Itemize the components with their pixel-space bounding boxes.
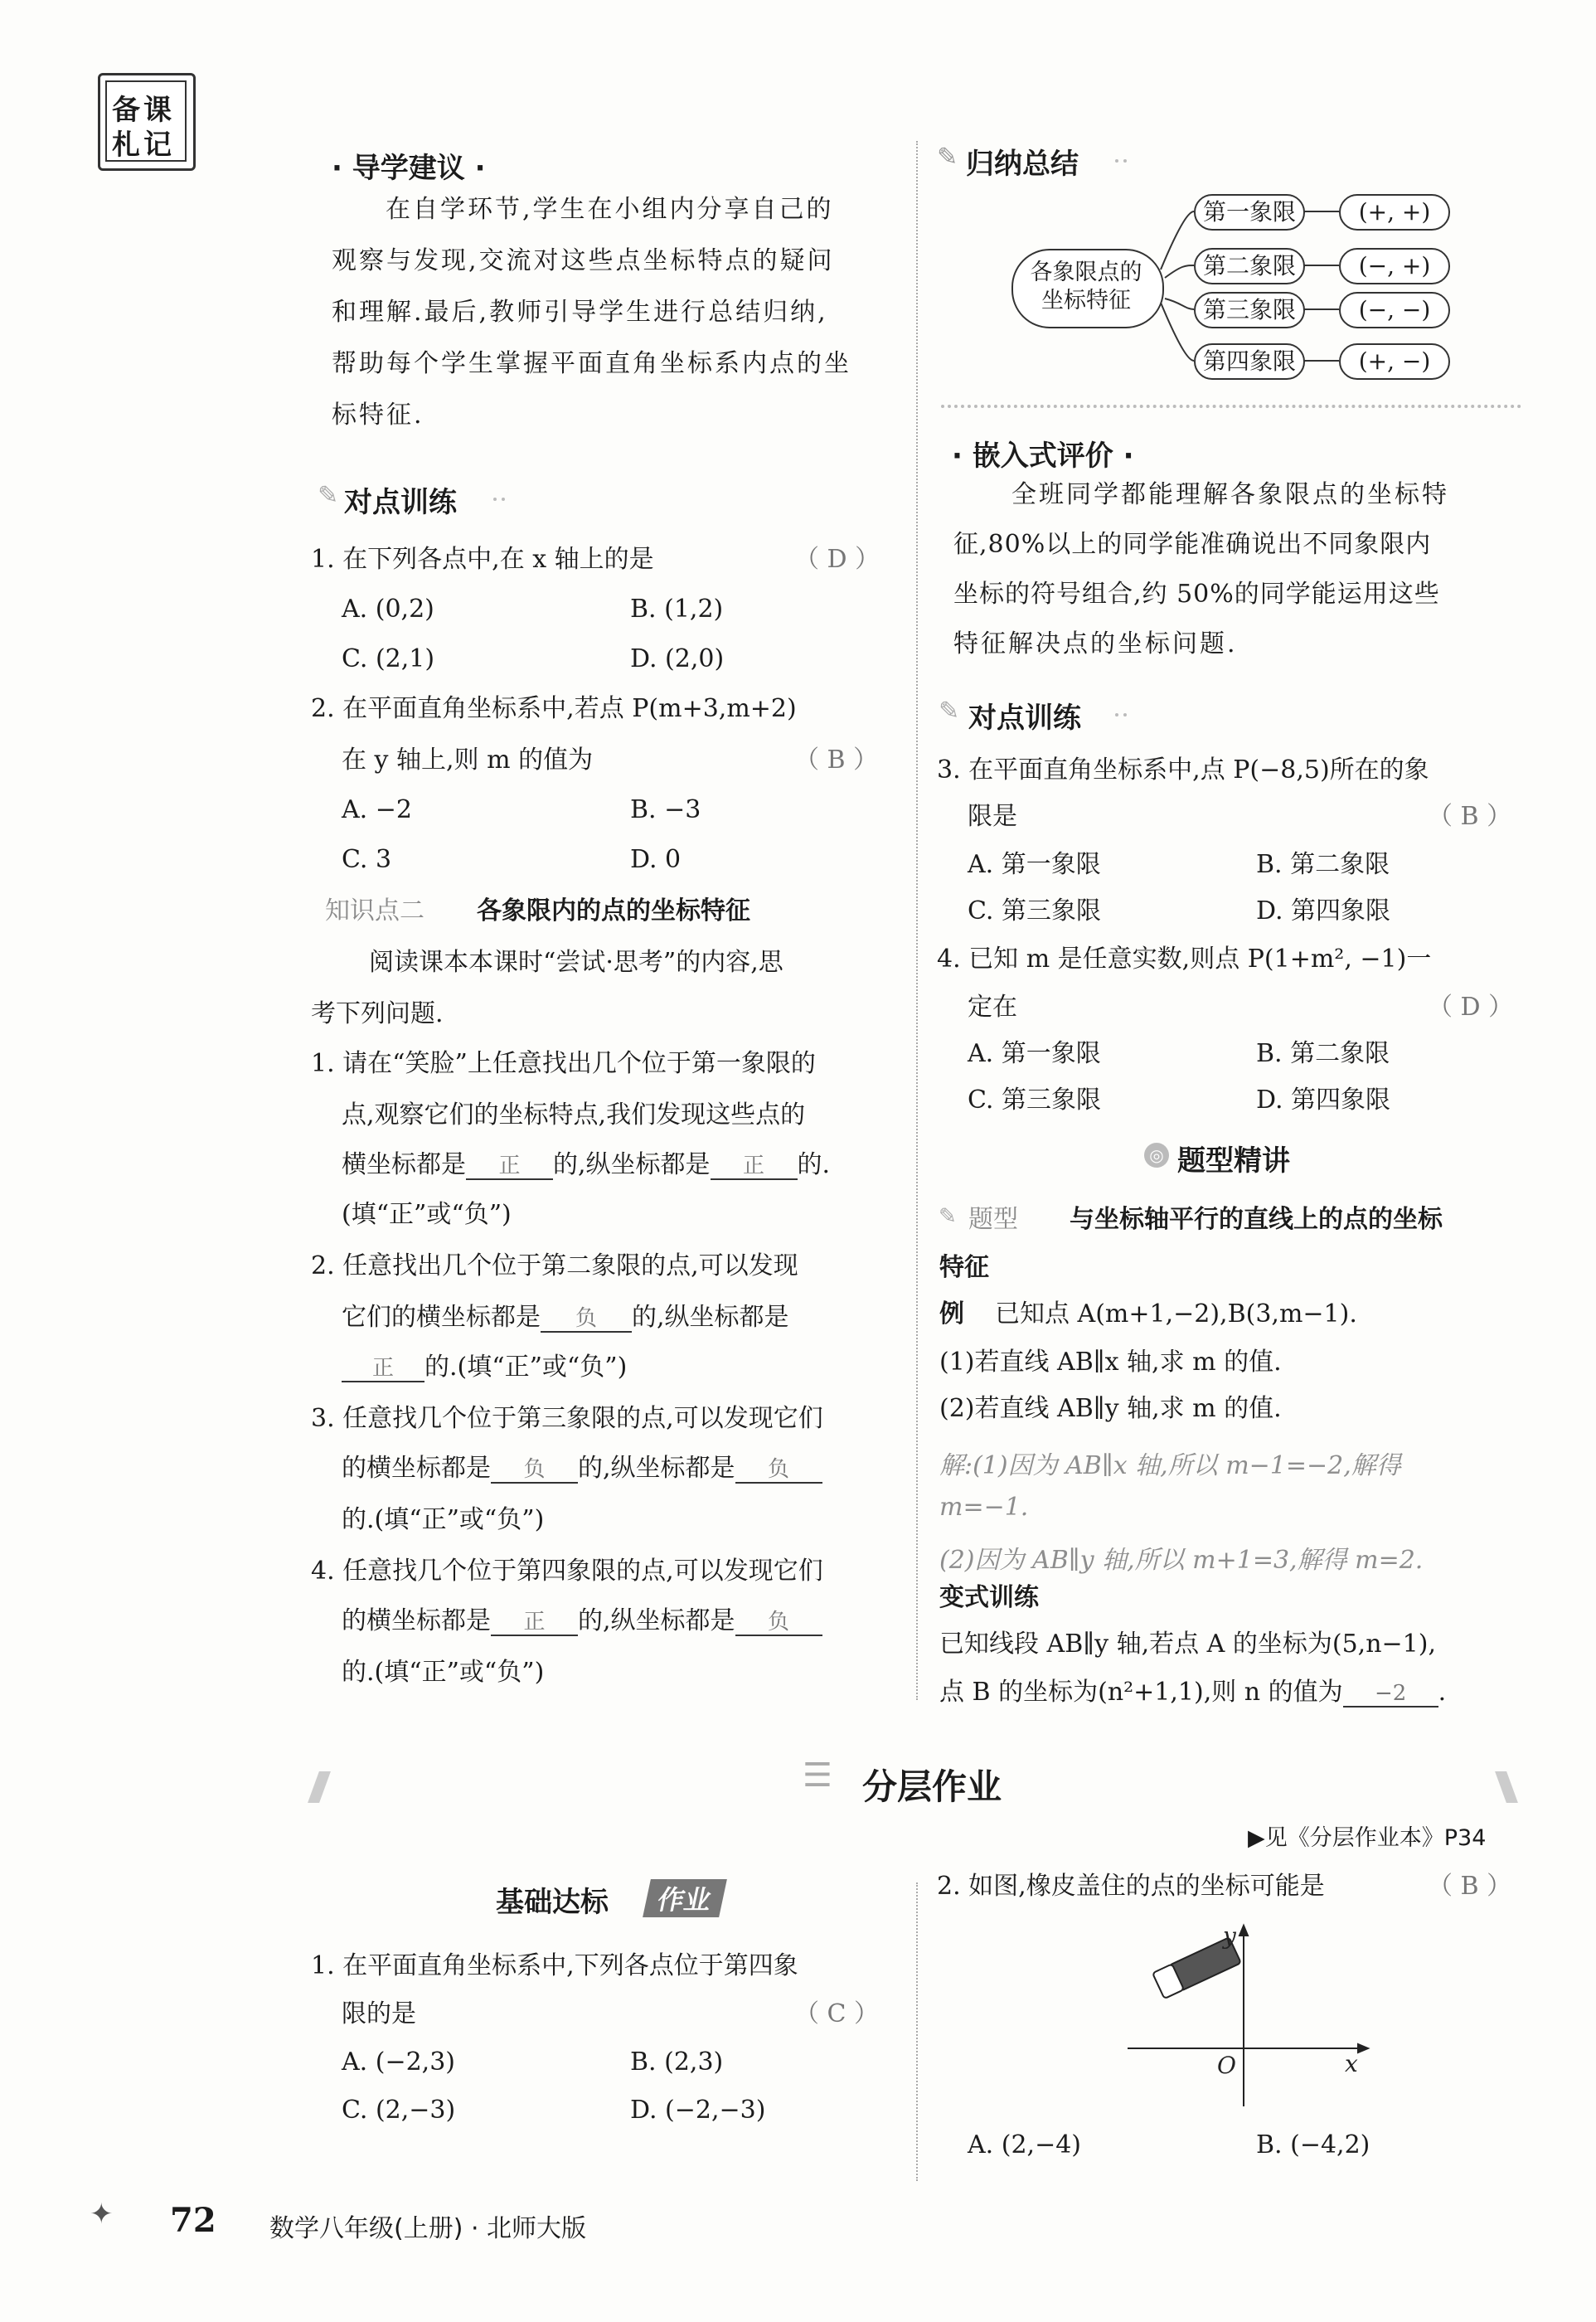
hw-q2-answer: （ B ）: [1428, 1872, 1512, 1901]
example-label: 例: [939, 1299, 964, 1329]
guide-line-5: 标特征.: [332, 401, 424, 430]
eval-line-1: 全班同学都能理解各象限点的坐标特: [1011, 480, 1449, 509]
variant-title: 变式训练: [939, 1583, 1039, 1612]
guide-line-2: 观察与发现,交流对这些点坐标特点的疑问: [332, 246, 835, 275]
f1-line-1: 1. 请在“笑脸”上任意找出几个位于第一象限的: [311, 1049, 816, 1078]
f3-line-3: 的.(填“正”或“负”): [342, 1505, 545, 1534]
example-line-1: 已知点 A(m+1,−2),B(3,m−1).: [995, 1299, 1357, 1329]
q1-option-c: C. (2,1): [342, 644, 435, 673]
q3-option-a: A. 第一象限: [968, 850, 1101, 879]
f1-text-b: 的,纵坐标都是: [553, 1150, 711, 1179]
column-divider-bottom: [916, 1882, 918, 2181]
quadrant-2-name: 第二象限: [1194, 248, 1305, 284]
quadrant-4-name: 第四象限: [1194, 343, 1305, 380]
example-line-2: (1)若直线 AB∥x 轴,求 m 的值.: [939, 1348, 1282, 1377]
variant-blank[interactable]: −2: [1343, 1681, 1438, 1707]
q2-option-b: B. −3: [630, 795, 701, 824]
lecture-icon: ◎: [1144, 1143, 1169, 1168]
q3-line-1: 3. 在平面直角坐标系中,点 P(−8,5)所在的象: [937, 755, 1429, 785]
origin-label: O: [1217, 2052, 1236, 2079]
f4-blank-1[interactable]: 正: [491, 1610, 578, 1636]
q2-option-a: A. −2: [342, 795, 412, 824]
train-rule-right: [1115, 713, 1127, 717]
f2-text-b: 的,纵坐标都是: [632, 1303, 789, 1332]
stamp-line1: 备课: [112, 94, 175, 127]
hw-q1-option-c: C. (2,−3): [342, 2096, 456, 2125]
f2-line-1: 2. 任意找出几个位于第二象限的点,可以发现: [311, 1251, 798, 1280]
q3-option-d: D. 第四象限: [1256, 896, 1391, 925]
variant-text-a: 点 B 的坐标为(n²+1,1),则 n 的值为: [939, 1678, 1343, 1707]
f4-text-a: 的横坐标都是: [342, 1606, 491, 1635]
q2-option-d: D. 0: [630, 845, 682, 874]
f3-line-1: 3. 任意找几个位于第三象限的点,可以发现它们: [311, 1404, 823, 1433]
book-title: 数学八年级(上册) · 北师大版: [269, 2214, 587, 2243]
hw-q2-option-a: A. (2,−4): [968, 2130, 1081, 2159]
quadrant-3-name: 第三象限: [1194, 292, 1305, 328]
knowledge-point-title: 各象限内的点的坐标特征: [477, 896, 750, 925]
q4-option-d: D. 第四象限: [1256, 1086, 1391, 1115]
f4-blank-2[interactable]: 负: [735, 1610, 822, 1636]
summary-pencil-icon: ✎: [937, 143, 958, 172]
f4-line-3: 的.(填“正”或“负”): [342, 1658, 545, 1687]
variant-text-b: .: [1438, 1678, 1447, 1707]
homework-ref: ▶见《分层作业本》P34: [1248, 1825, 1487, 1851]
q2-stem-1: 2. 在平面直角坐标系中,若点 P(m+3,m+2): [311, 694, 797, 723]
footer-deco-icon: ✦: [90, 2198, 114, 2231]
eval-title: · 嵌入式评价 ·: [952, 440, 1134, 473]
type-title-1: 与坐标轴平行的直线上的点的坐标: [1070, 1205, 1443, 1234]
knowledge-point-label: 知识点二: [325, 896, 424, 925]
example-line-3: (2)若直线 AB∥y 轴,求 m 的值.: [939, 1394, 1282, 1423]
solution-line-2: m=−1.: [939, 1493, 1029, 1522]
stamp-line2: 札记: [112, 129, 175, 162]
pen-icon: ✎: [318, 481, 339, 510]
f1-line-3: [342, 1150, 831, 1180]
f1-blank-1[interactable]: 正: [466, 1154, 553, 1180]
train-title-left: 对点训练: [344, 486, 457, 519]
q4-line-1: 4. 已知 m 是任意实数,则点 P(1+m², −1)一: [937, 945, 1432, 974]
quadrant-2-sign: (−, +): [1339, 248, 1450, 284]
q1-answer: （ D ）: [794, 545, 880, 574]
hw-q1-line-2: 限的是: [342, 1999, 416, 2028]
f1-text-c: 的.: [797, 1150, 831, 1179]
guide-line-4: 帮助每个学生掌握平面直角坐标系内点的坐: [332, 349, 851, 378]
q1-stem: 1. 在下列各点中,在 x 轴上的是: [311, 545, 654, 574]
quadrant-1-sign: (+, +): [1339, 194, 1450, 231]
quadrant-1-name: 第一象限: [1194, 194, 1305, 231]
eval-line-3: 坐标的符号组合,约 50%的同学能运用这些: [953, 580, 1440, 609]
q3-answer: （ B ）: [1428, 802, 1512, 831]
basic-title: 基础达标: [496, 1886, 609, 1919]
banner-left-slash: [308, 1771, 331, 1803]
guide-line-1: 在自学环节,学生在小组内分享自己的: [386, 195, 834, 224]
eval-line-2: 征,80%以上的同学能准确说出不同象限内: [953, 530, 1432, 559]
solution-line-1: 解:(1)因为 AB∥x 轴,所以 m−1=−2,解得: [939, 1451, 1401, 1480]
q4-option-c: C. 第三象限: [968, 1086, 1101, 1115]
guide-title: · 导学建议 ·: [332, 152, 486, 185]
variant-line-1: 已知线段 AB∥y 轴,若点 A 的坐标为(5,n−1),: [939, 1630, 1436, 1659]
banner-right-slash: [1495, 1771, 1518, 1803]
f2-line-2: [342, 1305, 789, 1333]
f2-blank-2[interactable]: 正: [342, 1356, 424, 1382]
q2-answer: （ B ）: [794, 746, 879, 775]
quadrant-4-sign: (+, −): [1339, 343, 1450, 380]
f2-text-a: 它们的横坐标都是: [342, 1303, 541, 1332]
q1-option-a: A. (0,2): [342, 595, 434, 624]
basic-tag: 作业: [643, 1879, 727, 1917]
f2-text-c: 的.(填“正”或“负”): [424, 1353, 628, 1382]
q4-option-b: B. 第二象限: [1256, 1039, 1390, 1068]
f1-line-2: 点,观察它们的坐标特点,我们发现这些点的: [342, 1100, 806, 1129]
lecture-title: 题型精讲: [1177, 1144, 1290, 1178]
f3-blank-2[interactable]: 负: [735, 1457, 822, 1484]
column-divider: [916, 141, 918, 1700]
variant-line-2: [939, 1680, 1446, 1707]
type-pencil-icon: ✎: [939, 1204, 957, 1229]
f1-line-4: (填“正”或“负”): [342, 1200, 512, 1229]
page-number: 72: [170, 2201, 216, 2240]
f3-line-2: [342, 1456, 822, 1484]
mindmap-center-text: 各象限点的 坐标特征: [1030, 260, 1142, 313]
homework-icon: ☰: [803, 1756, 832, 1795]
f3-blank-1[interactable]: 负: [491, 1457, 578, 1484]
q4-option-a: A. 第一象限: [968, 1039, 1101, 1068]
read-line-1: 阅读课本本课时“尝试·思考”的内容,思: [369, 948, 783, 977]
q3-option-b: B. 第二象限: [1256, 850, 1390, 879]
eval-line-4: 特征解决点的坐标问题.: [953, 629, 1238, 658]
f1-blank-2[interactable]: 正: [711, 1154, 798, 1180]
f3-text-a: 的横坐标都是: [342, 1454, 491, 1483]
note-stamp: [98, 73, 196, 171]
quadrant-3-sign: (−, −): [1339, 292, 1450, 328]
summary-rule: [1115, 159, 1127, 163]
f2-line-3: [342, 1355, 627, 1382]
f4-line-1: 4. 任意找几个位于第四象限的点,可以发现它们: [311, 1557, 823, 1586]
guide-line-3: 和理解.最后,教师引导学生进行总结归纳,: [332, 298, 828, 327]
axis-x-label: x: [1345, 2050, 1358, 2077]
q3-line-2: 限是: [968, 802, 1017, 831]
q2-option-c: C. 3: [342, 845, 392, 874]
q1-option-d: D. (2,0): [630, 644, 725, 673]
hw-q1-option-b: B. (2,3): [630, 2048, 724, 2077]
type-title-2: 特征: [939, 1253, 989, 1282]
summary-bottom-rule: [941, 405, 1521, 408]
f1-text-a: 横坐标都是: [342, 1150, 466, 1179]
f3-text-b: 的,纵坐标都是: [578, 1454, 735, 1483]
solution-line-3: (2)因为 AB∥y 轴,所以 m+1=3,解得 m=2.: [939, 1546, 1424, 1575]
q1-option-b: B. (1,2): [630, 595, 724, 624]
coordinate-figure: [1119, 1916, 1393, 2115]
hw-q1-answer: （ C ）: [794, 1999, 880, 2028]
hw-q1-line-1: 1. 在平面直角坐标系中,下列各点位于第四象: [311, 1951, 798, 1980]
q4-answer: （ D ）: [1428, 993, 1514, 1022]
f4-text-b: 的,纵坐标都是: [578, 1606, 735, 1635]
hw-q1-option-d: D. (−2,−3): [630, 2096, 766, 2125]
hw-q2-line-1: 2. 如图,橡皮盖住的点的坐标可能是: [937, 1872, 1325, 1901]
pen-icon-right: ✎: [939, 697, 960, 726]
axis-y-label: y: [1223, 1922, 1236, 1950]
q4-line-2: 定在: [968, 993, 1017, 1022]
f4-line-2: [342, 1606, 822, 1636]
train-rule-left: [493, 498, 505, 501]
homework-title: 分层作业: [862, 1766, 1002, 1807]
q3-option-c: C. 第三象限: [968, 896, 1101, 925]
type-label: 题型: [968, 1205, 1018, 1234]
summary-title: 归纳总结: [966, 148, 1079, 181]
hw-q2-option-b: B. (−4,2): [1256, 2130, 1370, 2159]
f2-blank-1[interactable]: 负: [541, 1306, 632, 1333]
train-title-right: 对点训练: [968, 702, 1081, 735]
q2-stem-2: 在 y 轴上,则 m 的值为: [342, 746, 594, 775]
read-line-2: 考下列问题.: [311, 999, 444, 1028]
hw-q1-option-a: A. (−2,3): [342, 2048, 455, 2077]
